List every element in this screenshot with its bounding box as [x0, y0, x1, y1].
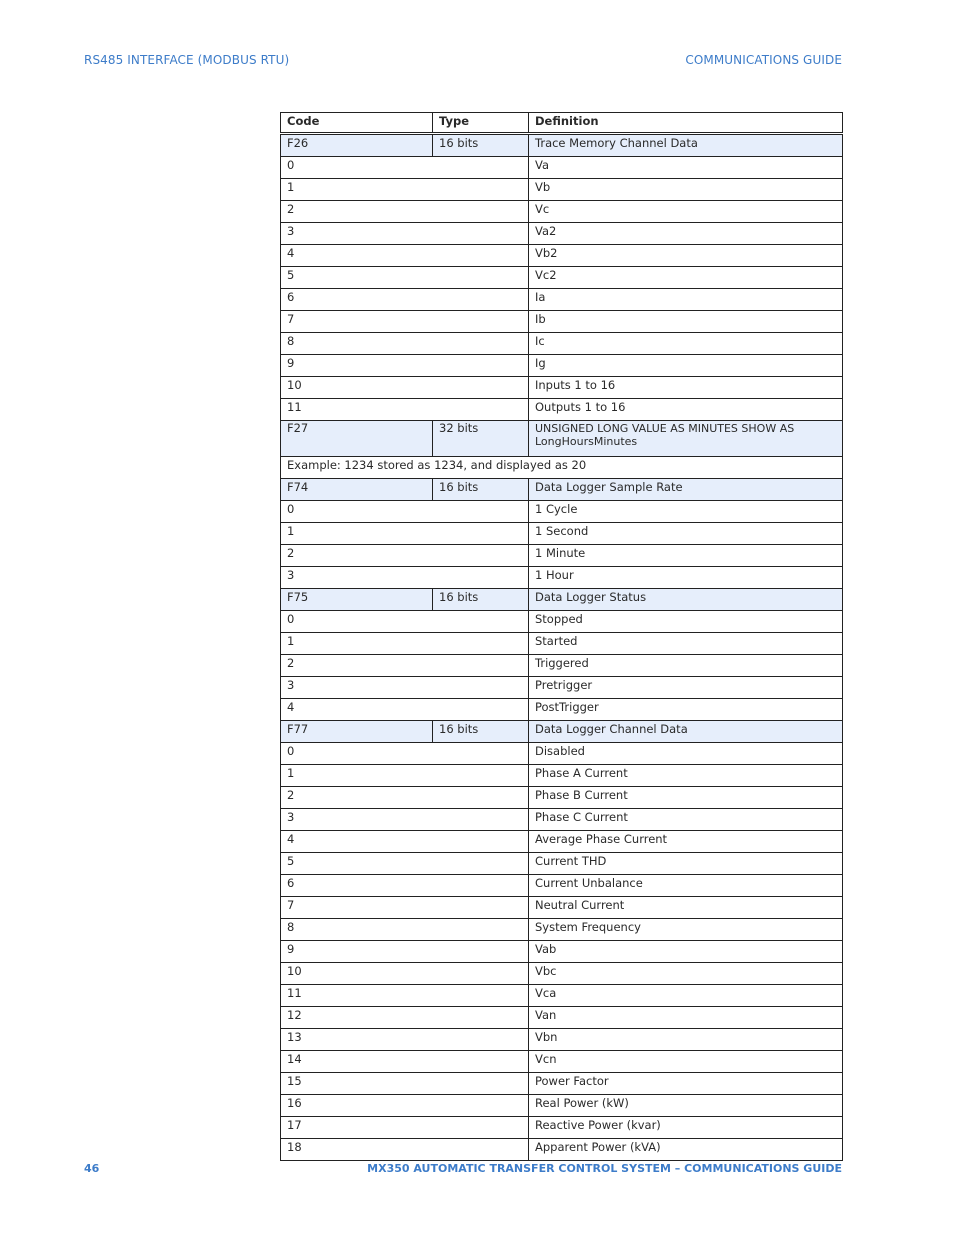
format-code-cell: F77 — [281, 721, 433, 743]
value-code-cell: 4 — [281, 831, 529, 853]
format-code-cell: F26 — [281, 134, 433, 157]
value-code-cell: 13 — [281, 1029, 529, 1051]
value-code-cell: 15 — [281, 1073, 529, 1095]
value-definition-cell: Ig — [529, 355, 843, 377]
table-row — [281, 677, 843, 699]
format-code-cell: F74 — [281, 479, 433, 501]
value-definition-cell: Vb2 — [529, 245, 843, 267]
table-row — [281, 1139, 843, 1161]
format-definition-cell: Data Logger Channel Data — [529, 721, 843, 743]
table-row — [281, 223, 843, 245]
table-row — [281, 919, 843, 941]
value-definition-cell: Va2 — [529, 223, 843, 245]
table-row — [281, 1029, 843, 1051]
value-definition-cell: Reactive Power (kvar) — [529, 1117, 843, 1139]
value-code-cell: 11 — [281, 399, 529, 421]
value-definition-cell: Phase B Current — [529, 787, 843, 809]
table-row — [281, 611, 843, 633]
value-definition-cell: Real Power (kW) — [529, 1095, 843, 1117]
value-code-cell: 0 — [281, 743, 529, 765]
format-code-cell: F75 — [281, 589, 433, 611]
value-definition-cell: Vca — [529, 985, 843, 1007]
value-definition-cell: Disabled — [529, 743, 843, 765]
value-code-cell: 3 — [281, 677, 529, 699]
running-header-section: RS485 INTERFACE (MODBUS RTU) — [84, 53, 290, 67]
value-code-cell: 1 — [281, 179, 529, 201]
value-definition-cell: Vbn — [529, 1029, 843, 1051]
value-code-cell: 0 — [281, 501, 529, 523]
table-row — [281, 267, 843, 289]
value-definition-cell: Apparent Power (kVA) — [529, 1139, 843, 1161]
table-row — [281, 985, 843, 1007]
value-code-cell: 3 — [281, 567, 529, 589]
value-definition-cell: Ia — [529, 289, 843, 311]
value-definition-cell: Ic — [529, 333, 843, 355]
value-definition-cell: PostTrigger — [529, 699, 843, 721]
value-definition-cell: Vab — [529, 941, 843, 963]
value-definition-cell: Va — [529, 157, 843, 179]
value-definition-cell: Vc — [529, 201, 843, 223]
value-code-cell: 1 — [281, 765, 529, 787]
table-row — [281, 567, 843, 589]
value-code-cell: 2 — [281, 545, 529, 567]
format-code-table — [280, 112, 843, 1161]
table-row — [281, 699, 843, 721]
table-row — [281, 831, 843, 853]
value-code-cell: 17 — [281, 1117, 529, 1139]
note-cell: Example: 1234 stored as 1234, and displayed as 20 — [281, 457, 843, 479]
value-definition-cell: 1 Minute — [529, 545, 843, 567]
table-row — [281, 501, 843, 523]
value-code-cell: 16 — [281, 1095, 529, 1117]
column-header-definition: Definition — [529, 113, 843, 134]
value-definition-cell: Phase C Current — [529, 809, 843, 831]
value-definition-cell: Pretrigger — [529, 677, 843, 699]
value-code-cell: 14 — [281, 1051, 529, 1073]
table-row — [281, 311, 843, 333]
format-type-cell: 32 bits — [433, 421, 529, 457]
value-code-cell: 11 — [281, 985, 529, 1007]
format-type-cell: 16 bits — [433, 134, 529, 157]
table-row — [281, 743, 843, 765]
format-definition-cell: Data Logger Sample Rate — [529, 479, 843, 501]
value-code-cell: 10 — [281, 963, 529, 985]
value-code-cell: 8 — [281, 333, 529, 355]
format-code-row — [281, 479, 843, 501]
value-definition-cell: Vcn — [529, 1051, 843, 1073]
value-definition-cell: Current THD — [529, 853, 843, 875]
format-definition-cell: UNSIGNED LONG VALUE AS MINUTES SHOW AS LongHoursMinutes — [529, 421, 843, 457]
table-row — [281, 853, 843, 875]
table-row — [281, 787, 843, 809]
column-header-code: Code — [281, 113, 433, 134]
value-code-cell: 6 — [281, 875, 529, 897]
value-definition-cell: Triggered — [529, 655, 843, 677]
table-row — [281, 1073, 843, 1095]
table-row — [281, 523, 843, 545]
table-row — [281, 765, 843, 787]
format-definition-cell: Data Logger Status — [529, 589, 843, 611]
table-row — [281, 201, 843, 223]
value-code-cell: 4 — [281, 699, 529, 721]
value-code-cell: 9 — [281, 355, 529, 377]
value-definition-cell: 1 Cycle — [529, 501, 843, 523]
value-code-cell: 3 — [281, 809, 529, 831]
table-row — [281, 545, 843, 567]
value-code-cell: 9 — [281, 941, 529, 963]
value-code-cell: 18 — [281, 1139, 529, 1161]
note-row — [281, 457, 843, 479]
table-row — [281, 289, 843, 311]
table-row — [281, 333, 843, 355]
value-definition-cell: Current Unbalance — [529, 875, 843, 897]
value-code-cell: 0 — [281, 157, 529, 179]
format-code-cell: F27 — [281, 421, 433, 457]
value-code-cell: 5 — [281, 267, 529, 289]
value-definition-cell: Van — [529, 1007, 843, 1029]
table-row — [281, 179, 843, 201]
page-number: 46 — [84, 1162, 100, 1175]
table-row — [281, 1051, 843, 1073]
format-type-cell: 16 bits — [433, 721, 529, 743]
value-code-cell: 2 — [281, 201, 529, 223]
value-code-cell: 10 — [281, 377, 529, 399]
running-header-guide: COMMUNICATIONS GUIDE — [685, 53, 842, 67]
value-definition-cell: Average Phase Current — [529, 831, 843, 853]
value-definition-cell: Inputs 1 to 16 — [529, 377, 843, 399]
format-code-row — [281, 589, 843, 611]
value-definition-cell: Ib — [529, 311, 843, 333]
value-code-cell: 1 — [281, 633, 529, 655]
value-code-cell: 7 — [281, 897, 529, 919]
value-code-cell: 0 — [281, 611, 529, 633]
value-code-cell: 12 — [281, 1007, 529, 1029]
value-definition-cell: Power Factor — [529, 1073, 843, 1095]
format-code-row — [281, 721, 843, 743]
value-code-cell: 4 — [281, 245, 529, 267]
format-type-cell: 16 bits — [433, 479, 529, 501]
table-row — [281, 633, 843, 655]
value-definition-cell: 1 Hour — [529, 567, 843, 589]
table-row — [281, 1007, 843, 1029]
table-row — [281, 655, 843, 677]
value-definition-cell: Stopped — [529, 611, 843, 633]
value-code-cell: 1 — [281, 523, 529, 545]
table-row — [281, 377, 843, 399]
table-row — [281, 809, 843, 831]
table-row — [281, 245, 843, 267]
value-definition-cell: Vc2 — [529, 267, 843, 289]
value-code-cell: 6 — [281, 289, 529, 311]
format-type-cell: 16 bits — [433, 589, 529, 611]
table-row — [281, 897, 843, 919]
footer-document-title: MX350 AUTOMATIC TRANSFER CONTROL SYSTEM – COMMUNICATIONS GUIDE — [367, 1162, 842, 1175]
value-code-cell: 2 — [281, 787, 529, 809]
column-header-type: Type — [433, 113, 529, 134]
table-row — [281, 963, 843, 985]
table-header-row — [281, 113, 843, 134]
table-row — [281, 1095, 843, 1117]
table-row — [281, 1117, 843, 1139]
table-row — [281, 157, 843, 179]
table-row — [281, 941, 843, 963]
value-definition-cell: Outputs 1 to 16 — [529, 399, 843, 421]
value-definition-cell: System Frequency — [529, 919, 843, 941]
format-definition-cell: Trace Memory Channel Data — [529, 134, 843, 157]
value-definition-cell: Phase A Current — [529, 765, 843, 787]
value-definition-cell: Vb — [529, 179, 843, 201]
value-code-cell: 8 — [281, 919, 529, 941]
value-definition-cell: Neutral Current — [529, 897, 843, 919]
value-definition-cell: Vbc — [529, 963, 843, 985]
value-code-cell: 7 — [281, 311, 529, 333]
table-body — [281, 134, 843, 1161]
format-code-row — [281, 134, 843, 157]
value-definition-cell: Started — [529, 633, 843, 655]
value-code-cell: 2 — [281, 655, 529, 677]
value-definition-cell: 1 Second — [529, 523, 843, 545]
table-row — [281, 355, 843, 377]
table-row — [281, 875, 843, 897]
value-code-cell: 3 — [281, 223, 529, 245]
format-code-row — [281, 421, 843, 457]
table-row — [281, 399, 843, 421]
value-code-cell: 5 — [281, 853, 529, 875]
